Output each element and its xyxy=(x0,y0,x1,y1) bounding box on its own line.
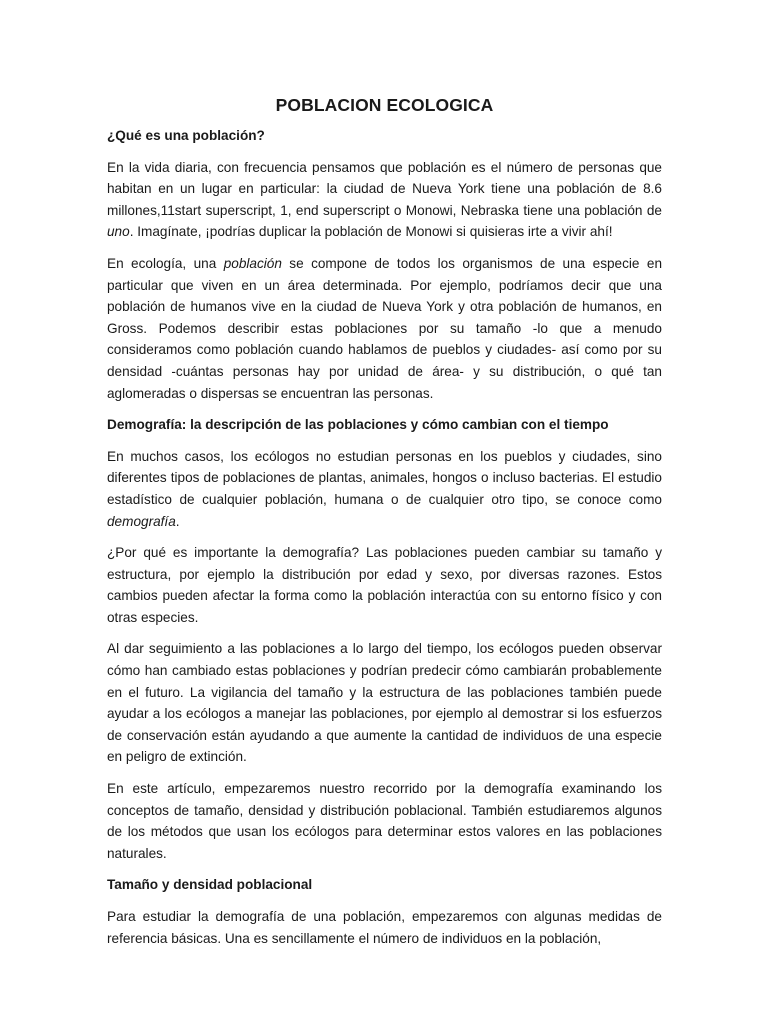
paragraph-1 xyxy=(107,157,662,243)
section-heading-demografia: Demografía: la descripción de las poblaciones y cómo cambian con el tiempo xyxy=(107,417,609,433)
paragraph-6: En este artículo, empezaremos nuestro recorrido por la demografía examinando los conceptos de tamaño, densidad y distribución poblacional. También estudiaremos algunos de los métodos que usan los ecólogos para determinar estos valores en las poblaciones naturales. xyxy=(107,781,662,861)
paragraph-3 xyxy=(107,446,662,532)
paragraph-7: Para estudiar la demografía de una población, empezaremos con algunas medidas de referencia básicas. Una es sencillamente el número de individuos en la población, xyxy=(107,909,662,946)
document-title: POBLACION ECOLOGICA xyxy=(275,95,494,115)
paragraph-2-text-b: se compone de todos los organismos de una especie en particular que viven en un área determinada. Por ejemplo, podríamos decir que una población de humanos vive en la ciudad de Nueva York y otra población de humanos, en Gross. Podemos describir estas poblaciones por su tamaño -lo que a menudo consideramos como población cuando hablamos de pueblos y ciudades- así como por su densidad -cuántas personas hay por unidad de área- y su distribución, o qué tan aglomeradas o dispersas se encuentran las personas. xyxy=(107,255,663,401)
paragraph-4: ¿Por qué es importante la demografía? Las poblaciones pueden cambiar su tamaño y estructura, por ejemplo la distribución por edad y sexo, por diversas razones. Estos cambios pueden afectar la forma como la población interactúa con su entorno físico y con otras especies. xyxy=(107,545,662,625)
section-heading-que-es: ¿Qué es una población? xyxy=(107,128,265,143)
paragraph-2-text-a: En ecología, una xyxy=(107,255,224,271)
paragraph-1-text-a: En la vida diaria, con frecuencia pensamos que población es el número de personas que habitan en un lugar en particular: la ciudad de Nueva York tiene una población de 8.6 millones,11start superscript, 1, end superscript o Monowi, Nebraska tiene una población de xyxy=(107,159,662,218)
paragraph-5: Al dar seguimiento a las poblaciones a lo largo del tiempo, los ecólogos pueden observar cómo han cambiado estas poblaciones y podrían predecir cómo cambiarán probablemente en el futuro. La vigilancia del tamaño y la estructura de las poblaciones también puede ayudar a los ecólogos a manejar las poblaciones, por ejemplo al demostrar si los esfuerzos de conservación están ayudando a que aumente la cantidad de individuos de una especie en peligro de extinción. xyxy=(107,641,662,765)
paragraph-3-text-a: En muchos casos, los ecólogos no estudian personas en los pueblos y ciudades, sino diferentes tipos de poblaciones de plantas, animales, hongos o incluso bacterias. El estudio estadístico de cualquier población, humana o de cualquier otro tipo, se conoce como xyxy=(107,448,662,507)
section-heading-tamano: Tamaño y densidad poblacional xyxy=(107,877,313,893)
paragraph-1-text-b: . Imagínate, ¡podrías duplicar la población de Monowi si quisieras irte a vivir ahí! xyxy=(129,224,613,240)
paragraph-2-emphasis: población xyxy=(223,255,282,271)
paragraph-1-emphasis: uno xyxy=(107,224,130,240)
paragraph-3-text-b: . xyxy=(175,513,180,529)
paragraph-2 xyxy=(107,253,662,404)
paragraph-3-emphasis: demografía xyxy=(107,513,176,529)
